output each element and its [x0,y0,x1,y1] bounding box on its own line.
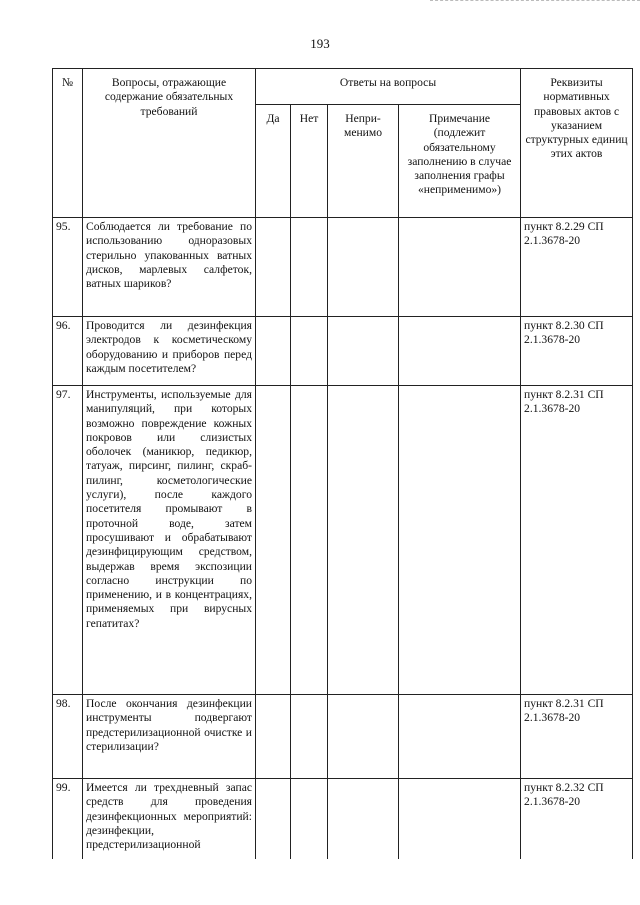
answer-no-cell[interactable] [291,695,328,779]
note-cell[interactable] [399,779,521,860]
row-question: После окончания дезинфекции инструменты подвергают предстерилизационной очистке и стерилизации? [83,695,256,779]
header-requisites: Реквизиты нормативных правовых актов с указанием структурных единиц этих актов [521,69,633,218]
answer-not-applicable-cell[interactable] [328,386,399,695]
row-question: Имеется ли трехдневный запас средств для проведения дезинфекционных мероприятий: дезинфекции, предстерилизационной [83,779,256,860]
table-row [53,317,633,386]
answer-not-applicable-cell[interactable] [328,779,399,860]
row-reference: пункт 8.2.30 СП 2.1.3678-20 [521,317,633,386]
row-number: 98. [53,695,83,779]
header-questions: Вопросы, отражающие содержание обязательных требований [83,69,256,218]
table-row [53,779,633,860]
row-reference: пункт 8.2.32 СП 2.1.3678-20 [521,779,633,860]
note-cell[interactable] [399,218,521,317]
scan-artifact-line [430,0,640,1]
answer-yes-cell[interactable] [256,386,291,695]
row-question: Проводится ли дезинфекция электродов к косметическому оборудованию и приборов перед каждым посетителем? [83,317,256,386]
note-cell[interactable] [399,317,521,386]
answer-yes-cell[interactable] [256,218,291,317]
answer-yes-cell[interactable] [256,779,291,860]
answer-no-cell[interactable] [291,779,328,860]
row-reference: пункт 8.2.29 СП 2.1.3678-20 [521,218,633,317]
table-row [53,695,633,779]
row-question: Соблюдается ли требование по использованию одноразовых стерильно упакованных ватных дисков, марлевых салфеток, ватных шариков? [83,218,256,317]
answer-yes-cell[interactable] [256,317,291,386]
header-number: № [53,69,83,218]
header-no: Нет [291,105,328,218]
page-number: 193 [310,36,330,51]
header-note: Примечание (подлежит обязательному заполнению в случае заполнения графы «неприменимо») [399,105,521,218]
row-number: 96. [53,317,83,386]
answer-no-cell[interactable] [291,317,328,386]
answer-no-cell[interactable] [291,218,328,317]
answer-no-cell[interactable] [291,386,328,695]
answer-yes-cell[interactable] [256,695,291,779]
row-question: Инструменты, используемые для манипуляций, при которых возможно повреждение кожных покровов или слизистых оболочек (маникюр, педикюр, татуаж, пирсинг, пилинг, скраб-пилинг, косметологические услуги), после каждого посетителя промывают в проточной воде, затем просушивают и обрабатывают дезинфицирующим средством, выдержав время экспозиции согласно инструкции по применению, и в концентрациях, применяемых при вирусных гепатитах? [83,386,256,695]
header-answers: Ответы на вопросы [256,69,521,105]
checklist-table [52,68,633,859]
table-row [53,386,633,695]
header-row [53,69,633,105]
answer-not-applicable-cell[interactable] [328,218,399,317]
header-not-applicable: Непри-менимо [328,105,399,218]
row-reference: пункт 8.2.31 СП 2.1.3678-20 [521,695,633,779]
answer-not-applicable-cell[interactable] [328,695,399,779]
note-cell[interactable] [399,695,521,779]
note-cell[interactable] [399,386,521,695]
row-number: 99. [53,779,83,860]
row-reference: пункт 8.2.31 СП 2.1.3678-20 [521,386,633,695]
answer-not-applicable-cell[interactable] [328,317,399,386]
table-row [53,218,633,317]
row-number: 95. [53,218,83,317]
header-yes: Да [256,105,291,218]
row-number: 97. [53,386,83,695]
